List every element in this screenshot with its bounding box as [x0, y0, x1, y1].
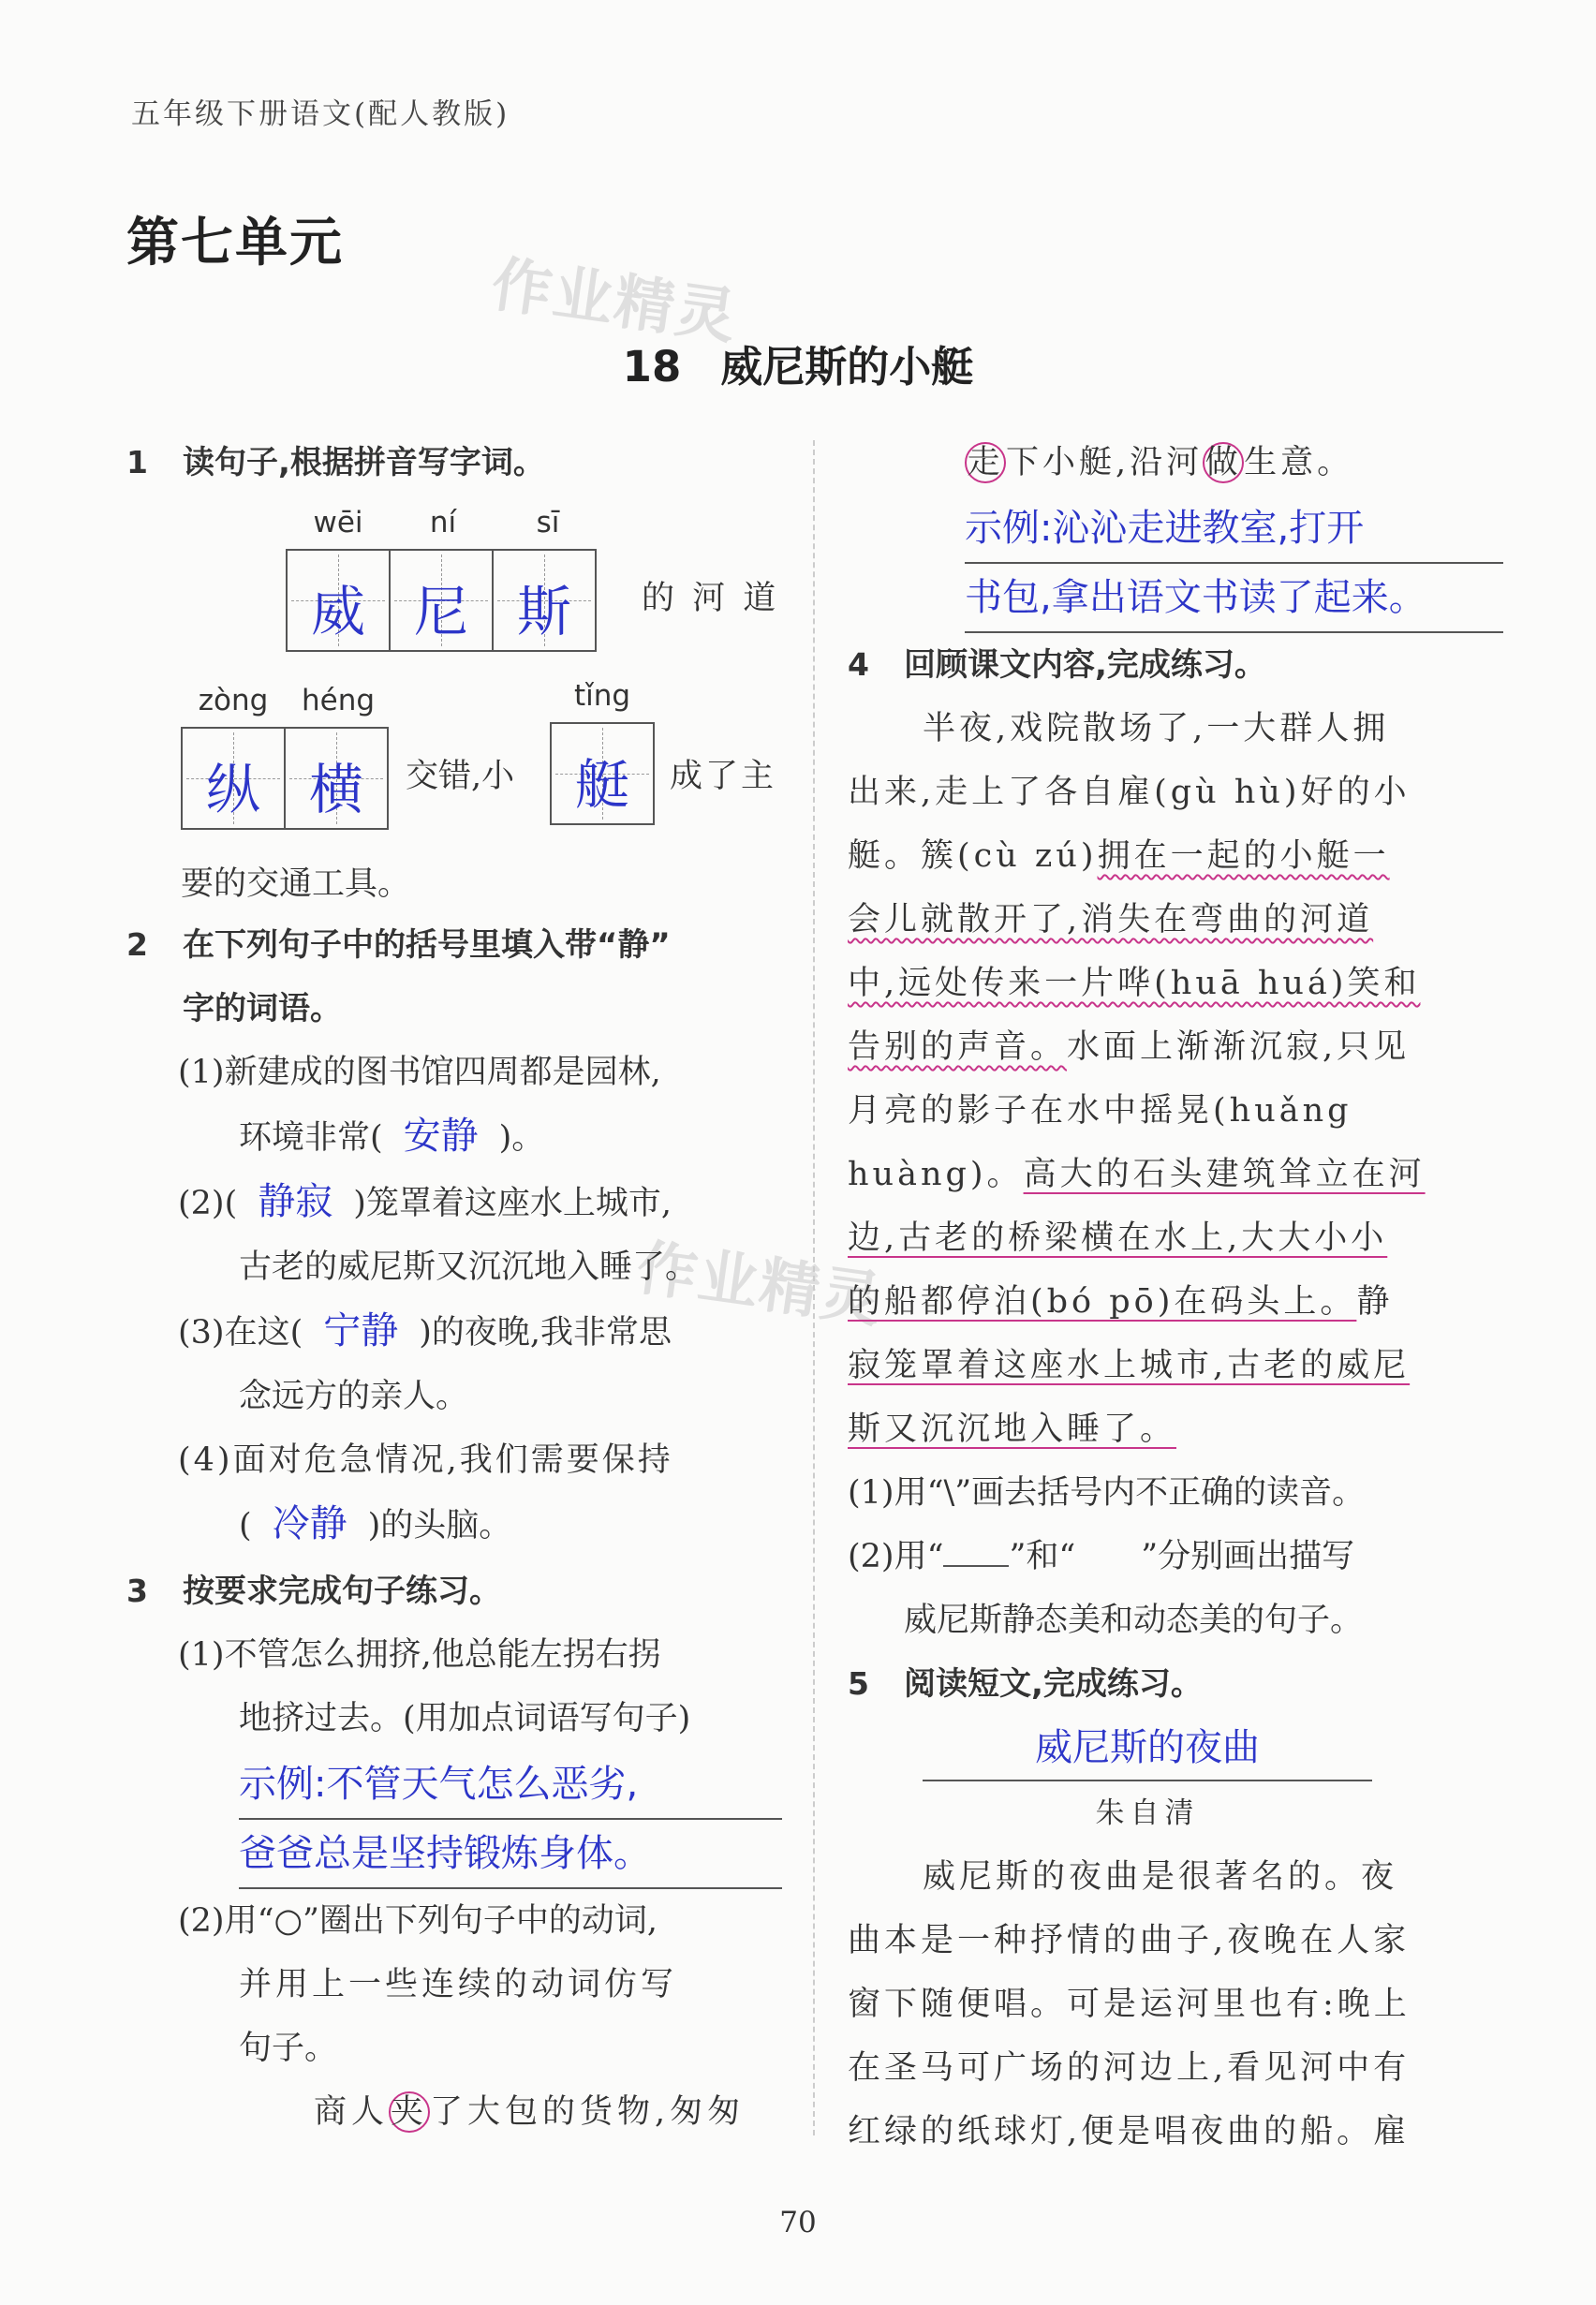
- answer-line: 示例:沁沁走进教室,打开: [965, 495, 1503, 564]
- passage-author: 朱自清: [1095, 1796, 1200, 1830]
- left-column: [126, 431, 791, 495]
- char-box[interactable]: 纵: [181, 727, 286, 830]
- q3-item: 并用上一些连续的动词仿写: [239, 1966, 678, 2003]
- passage-title: 威尼斯的夜曲: [923, 1716, 1372, 1781]
- q2-item: (4)面对危急情况,我们需要保持: [178, 1441, 673, 1479]
- pinyin-label: zòng: [198, 684, 269, 717]
- q1-text: 要的交通工具。: [181, 865, 411, 903]
- watermark: 作业精灵: [632, 1233, 888, 1337]
- pinyin-label: tǐng: [573, 679, 631, 713]
- q1-text: 成了主: [670, 758, 777, 795]
- unit-title: 第七单元: [126, 213, 344, 273]
- answer-line: 爸爸总是坚持锻炼身体。: [239, 1820, 782, 1889]
- q2-item: 环境非常( 安静 )。: [239, 1115, 545, 1158]
- q5-heading: 5 阅读短文,完成练习。: [848, 1665, 1203, 1703]
- q4-sub: 威尼斯静态美和动态美的句子。: [904, 1602, 1364, 1639]
- pinyin-label: wēi: [313, 506, 363, 539]
- q4-sub: (1)用“\”画去括号内不正确的读音。: [848, 1474, 1366, 1512]
- q3-item: (1)不管怎么拥挤,他总能左拐右拐: [178, 1636, 661, 1674]
- running-header: 五年级下册语文(配人教版): [131, 97, 510, 131]
- q3-item: (2)用“○”圈出下列句子中的动词,: [178, 1902, 658, 1940]
- q2-heading-cont: 字的词语。: [183, 990, 342, 1027]
- char-box[interactable]: 横: [284, 727, 389, 830]
- verb-circle: 走: [965, 442, 1006, 483]
- pinyin-label: ní: [429, 506, 457, 539]
- q3-item: 句子。: [239, 2030, 338, 2067]
- q2-item: 古老的威尼斯又沉沉地入睡了。: [239, 1249, 699, 1286]
- answer-text: 安静: [403, 1115, 479, 1158]
- q3: [126, 1559, 791, 2144]
- watermark: 作业精灵: [487, 249, 743, 353]
- page-number: 70: [779, 2206, 817, 2239]
- right-column: [848, 431, 1522, 2164]
- column-divider: [813, 440, 815, 2135]
- q1-row2-box: [550, 679, 655, 825]
- q3-heading: 3 按要求完成句子练习。: [126, 1573, 501, 1610]
- answer-line: 书包,拿出语文书读了起来。: [965, 564, 1503, 633]
- answer-text: 冷静: [272, 1502, 347, 1545]
- q1-text: 的 河 道: [642, 580, 780, 617]
- answer-text: 宁静: [323, 1309, 399, 1352]
- answer-text: 静寂: [258, 1180, 333, 1223]
- q5-passage: 威尼斯的夜曲是很著名的。夜 曲本是一种抒情的曲子,夜晚在人家 窗下随便唱。可是运河里也有:晚上 在圣马可广场的河边上,看见河中有 红绿的纸球灯,便是唱夜曲的船。雇: [848, 1858, 1411, 2150]
- q2-item: (3)在这( 宁静 )的夜晚,我非常思: [178, 1309, 672, 1352]
- q2-item: (2)( 静寂 )笼罩着这座水上城市,: [178, 1180, 672, 1223]
- pinyin-label: sī: [536, 506, 560, 539]
- q1-heading: 1 读句子,根据拼音写字词。: [126, 444, 545, 481]
- q4-heading: 4 回顾课文内容,完成练习。: [848, 646, 1266, 684]
- pinyin-label: héng: [301, 684, 376, 717]
- wavy-mark: [1075, 1548, 1141, 1567]
- answer-line: 示例:不管天气怎么恶劣,: [239, 1751, 782, 1820]
- char-box[interactable]: 艇: [550, 722, 655, 825]
- q4-sub: (2)用“ ”和“ ”分别画出描写: [848, 1538, 1355, 1575]
- q1-row1: [286, 506, 600, 652]
- verb-circle: 夹: [391, 2093, 429, 2131]
- char-box[interactable]: 斯: [492, 549, 597, 652]
- q1-text: 交错,小: [406, 758, 515, 795]
- q3-sentence: 商人夹了大包的货物,匆匆: [314, 2093, 746, 2131]
- q2: [126, 913, 791, 1558]
- lesson-number: 18: [622, 342, 682, 392]
- q2-heading: 2 在下列句子中的括号里填入带“静”: [126, 926, 671, 964]
- q2-item: ( 冷静 )的头脑。: [239, 1502, 512, 1545]
- q3-sentence-cont: 走下小艇,沿河做生意。: [848, 431, 1522, 495]
- char-box[interactable]: 尼: [389, 549, 494, 652]
- char-box[interactable]: 威: [286, 549, 391, 652]
- verb-circle: 做: [1203, 442, 1244, 483]
- q1-row2: [181, 684, 391, 830]
- q2-item: 念远方的亲人。: [239, 1378, 469, 1415]
- q2-item: (1)新建成的图书馆四周都是园林,: [178, 1054, 661, 1091]
- lesson-title: 威尼斯的小艇: [720, 342, 974, 392]
- q4-passage: 半夜,戏院散场了,一大群人拥 出来,走上了各自雇(gù hù)好的小 艇。簇(cù zú)拥在一起的小艇一 会儿就散开了,消失在弯曲的河道 中,远处传来一片哗(huā huá)笑和 告别的声音。水面上渐渐沉寂,只见 月亮的影子在水中摇晃(huǎng huàng)。高大的石头建筑耸立在河 边,古老的桥梁横在水上,大大小小 的船都停泊(bó pō)在码头上。静 寂笼罩着这座水上城市,古老的威尼 斯又沉沉地入睡了。: [848, 710, 1426, 1448]
- lesson-heading: [0, 332, 1596, 393]
- q3-item: 地挤过去。(用加点词语写句子): [239, 1700, 691, 1737]
